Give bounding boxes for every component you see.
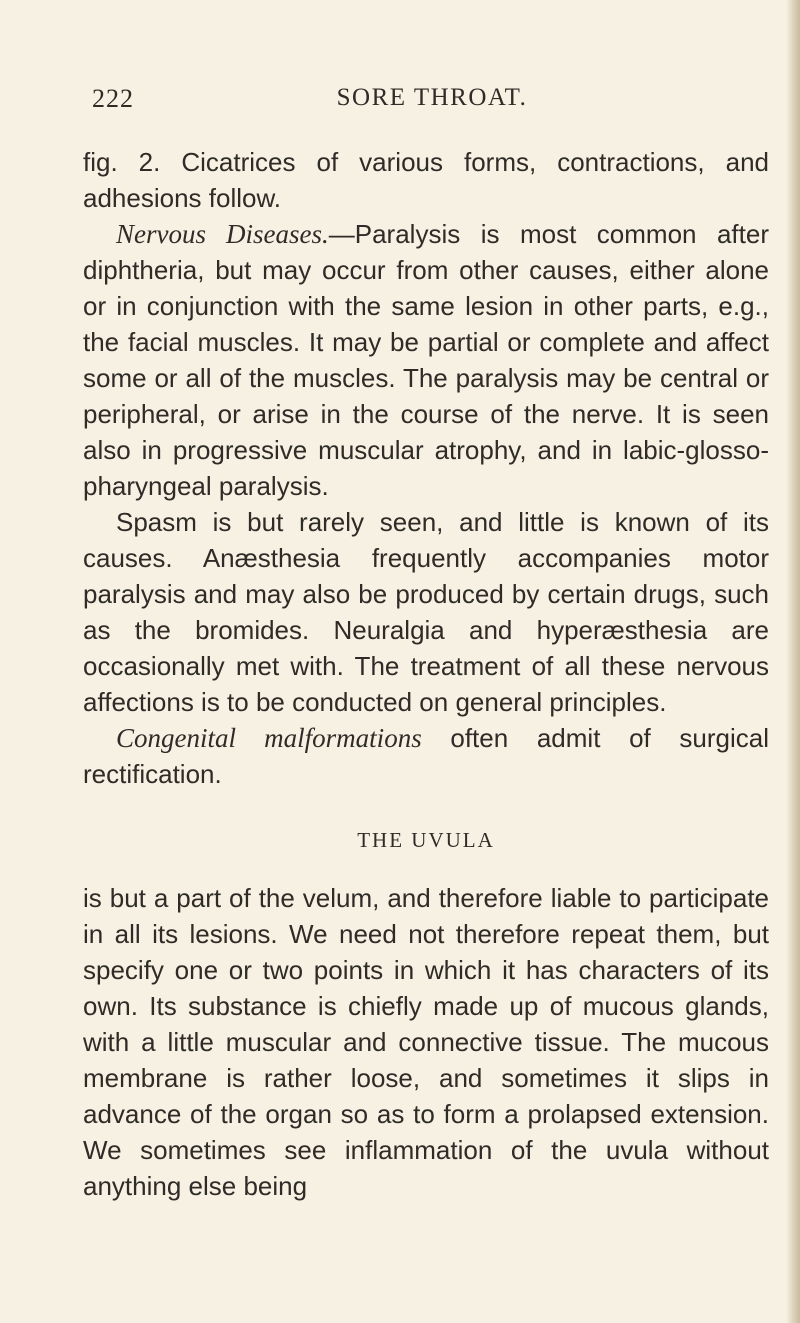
paragraph-text: is but a part of the velum, and therefore liable to participate in all its lesions. We need not therefore repeat them, but specify one or two points in which it has characters of its own. Its substance is chiefly made up of mucous glands, with a little muscular and connective tissue. The mucous membrane is rather loose, and sometimes it slips in advance of the organ so as to form a prolapsed extension. We sometimes see inflammation of the uvula without anything else being [83, 883, 769, 1201]
section-heading: THE UVULA [357, 828, 495, 852]
paragraph-congenital [83, 720, 769, 792]
paragraph-text: fig. 2. Cicatrices of various forms, contractions, and adhesions follow. [83, 147, 769, 213]
paragraph-text: —Paralysis is most common after diphtheria, but may occur from other causes, either alone or in conjunction with the same lesion in other parts, e.g., the facial muscles. It may be partial or complete and affect some or all of the muscles. The paralysis may be central or peripheral, or arise in the course of the nerve. It is seen also in progressive muscular atrophy, and in labic-glosso-pharyngeal paralysis. [83, 219, 769, 501]
paragraph-fig [83, 144, 769, 216]
paragraph-uvula [83, 880, 769, 1204]
paragraph-text: often admit of surgical rectification. [83, 723, 770, 789]
running-head: SORE THROAT. [336, 84, 528, 111]
body-text [83, 144, 769, 1204]
page-number: 222 [92, 84, 134, 113]
paragraph-lead: Congenital malformations [116, 723, 422, 753]
paragraph-nervous-diseases [83, 216, 769, 504]
page-header [82, 84, 782, 124]
paragraph-lead: Nervous Diseases. [116, 219, 329, 249]
paragraph-text: Spasm is but rarely seen, and little is known of its causes. Anæsthesia frequently accompanies motor paralysis and may also be produced by certain drugs, such as the bromides. Neuralgia and hyperæsthesia are occasionally met with. The treatment of all these nervous affections is to be conducted on general principles. [83, 507, 769, 717]
page-edge [786, 0, 800, 1323]
paragraph-spasm [83, 504, 769, 720]
